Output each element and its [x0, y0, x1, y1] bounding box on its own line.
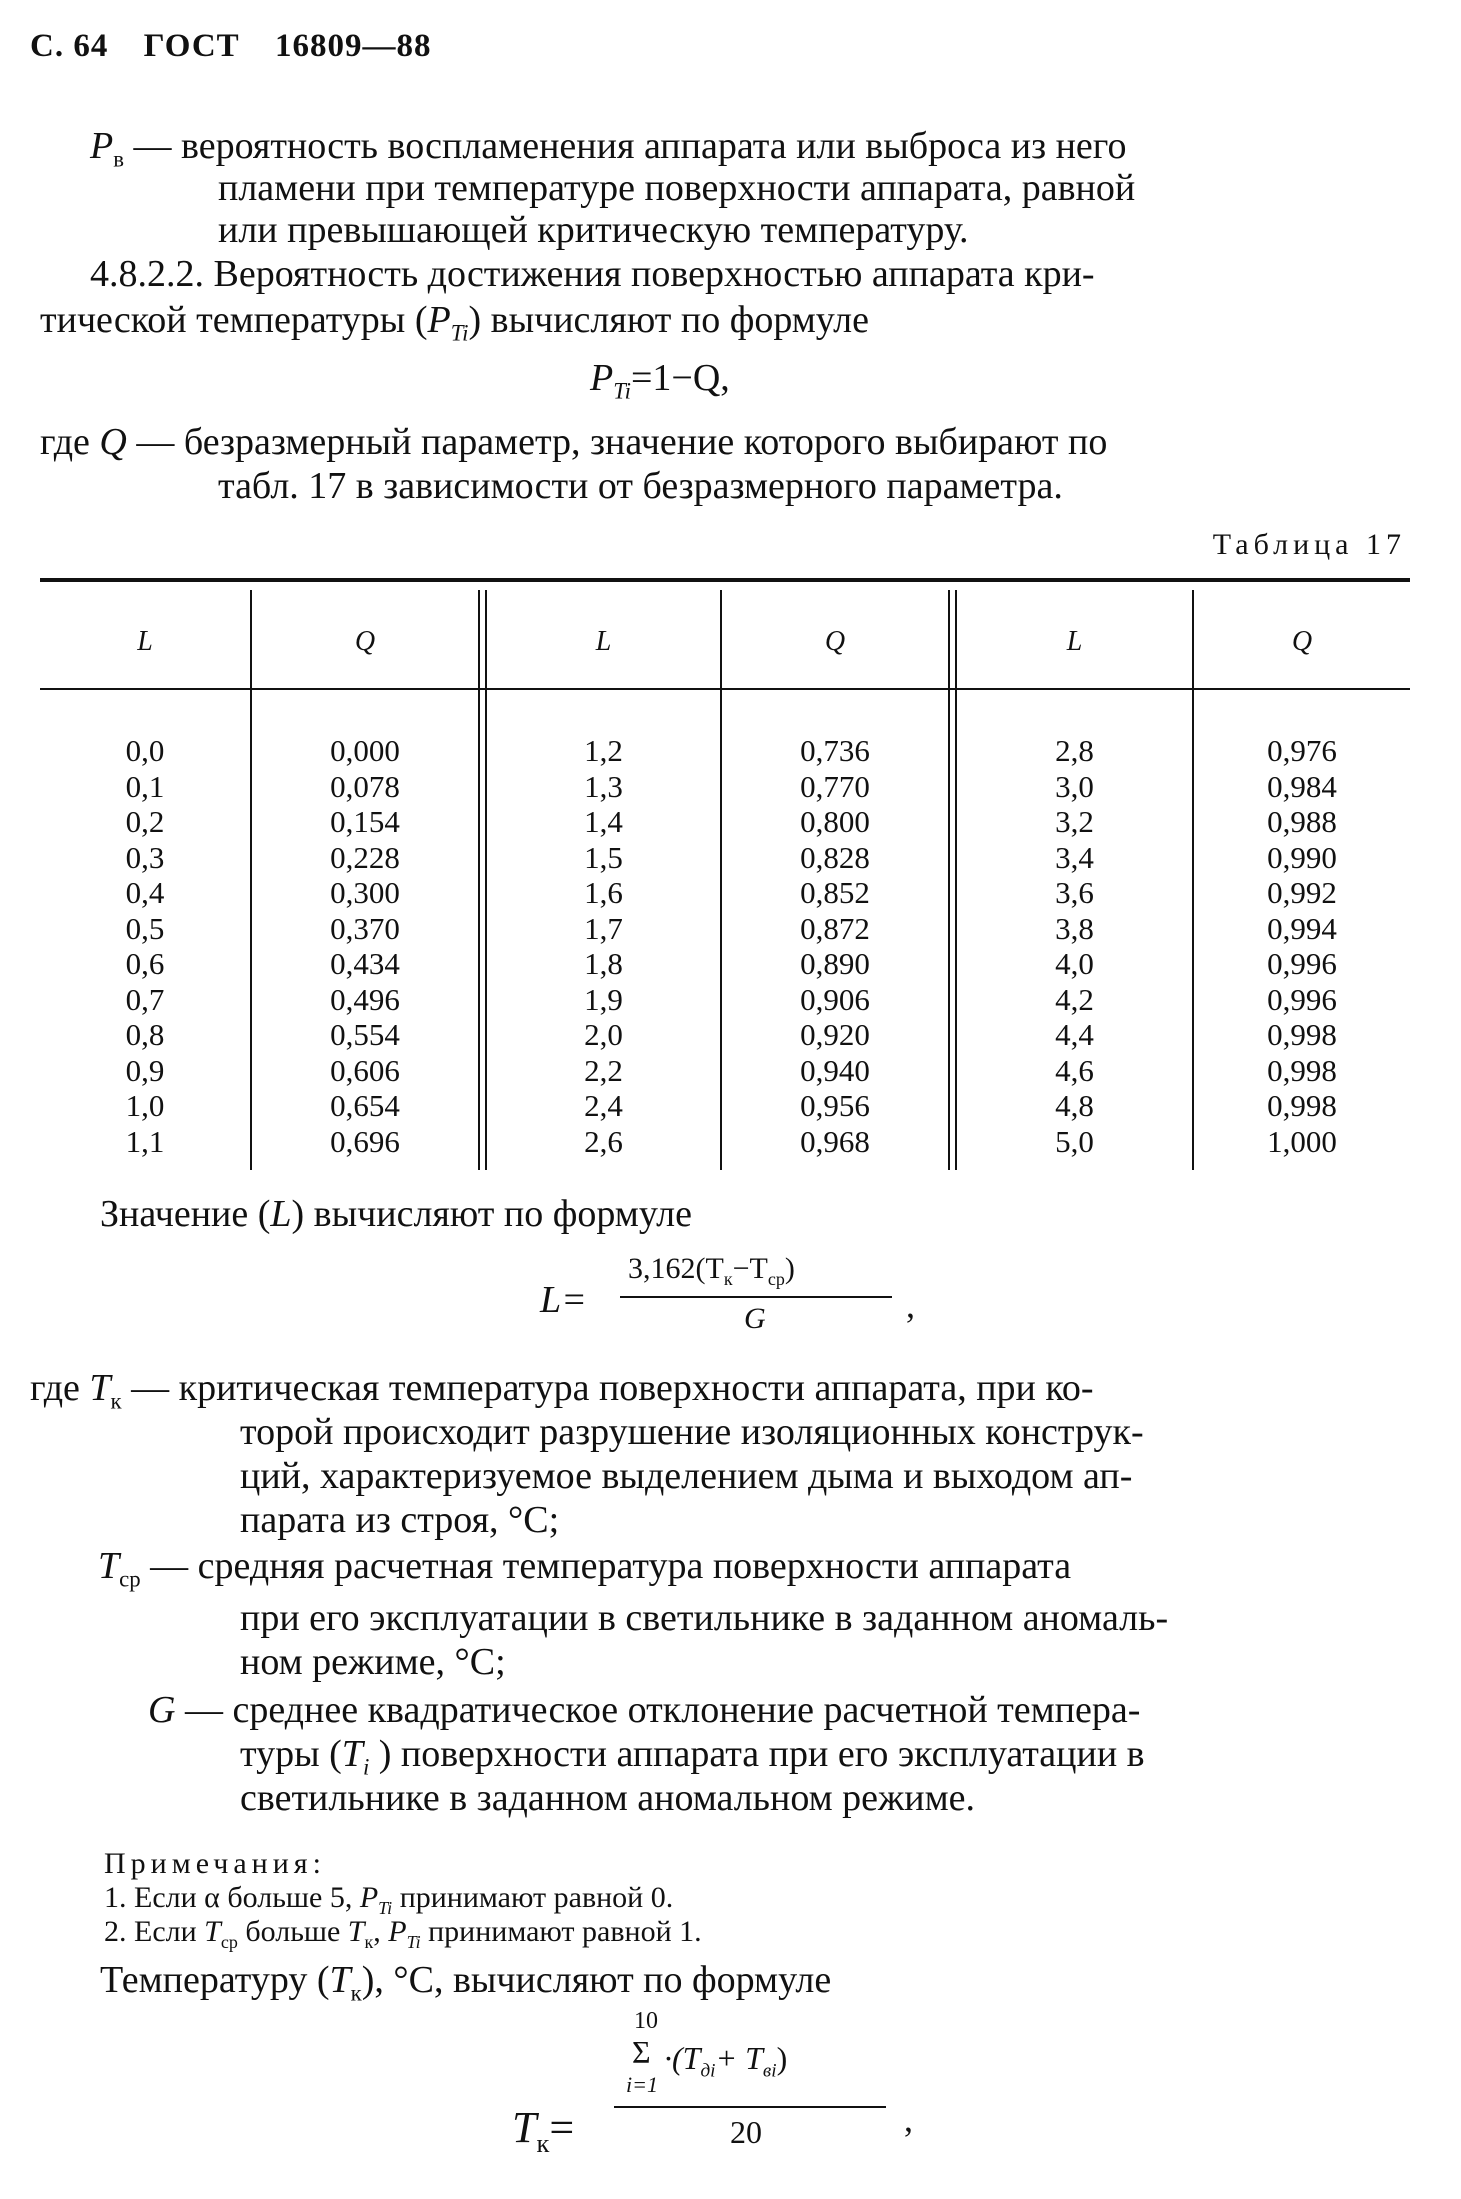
table-cell: 0,8 [125, 1017, 165, 1052]
formula-pti-sub: Ti [613, 378, 631, 404]
formula-tk-body [664, 2040, 787, 2082]
section-line2-text-b: ) вычисляют по формуле [468, 299, 869, 341]
table-cell: 0,968 [800, 1123, 870, 1159]
def-tk-prefix: где [30, 1367, 80, 1409]
formula-l-numerator [628, 1252, 795, 1290]
formula-tk-fraction-bar [614, 2106, 886, 2108]
table-cell: 1,8 [584, 946, 623, 981]
table-cell: 0,228 [330, 839, 400, 875]
def-tcp-text1: — средняя расчетная температура поверхности аппарата [150, 1545, 1072, 1587]
def-tcp-line1 [98, 1544, 1071, 1602]
table-cell: 1,5 [584, 839, 623, 875]
table-cell: 0,554 [330, 1017, 400, 1052]
table-cell: 0,0 [125, 733, 165, 768]
table-cell: 0,736 [800, 733, 870, 768]
formula-l-denominator: G [744, 1302, 766, 1335]
table-cell: 1,0 [125, 1088, 165, 1123]
table-cell: 0,770 [800, 768, 870, 804]
def-tk-line2: торой происходит разрушение изоляционных конструк- [240, 1411, 1144, 1453]
table-cell: 0,000 [330, 733, 400, 768]
table-cell: 0,606 [330, 1052, 400, 1088]
standard-number: 16809—88 [274, 28, 432, 64]
def-g-line2-b: ) поверхности аппарата при его эксплуатации в [369, 1733, 1145, 1775]
table-cell: 0,654 [330, 1088, 400, 1123]
def-pv-line3: или превышающей критическую температуру. [218, 209, 969, 251]
table-cell: 1,3 [584, 768, 623, 804]
def-tcp-line3: ном режиме, °С; [240, 1641, 506, 1683]
table-cell: 0,496 [330, 981, 400, 1017]
table-cell: 1,9 [584, 981, 623, 1017]
table-cell: 0,300 [330, 875, 400, 910]
formula-l-tail: , [906, 1285, 915, 1325]
tk-intro-text-a: Температуру ( [100, 1959, 330, 2001]
table-col-q3 [1194, 733, 1410, 1159]
formula-tk-body-a: ·(T [664, 2040, 701, 2076]
table-cell: 0,872 [800, 910, 870, 946]
page-header [30, 28, 457, 65]
table-cell: 0,434 [330, 946, 400, 981]
table-header-q2: Q [824, 626, 846, 657]
def-pv-symbol: P [90, 125, 114, 167]
def-tcp-symbol: T [98, 1545, 120, 1587]
table-col-l1 [40, 733, 250, 1159]
formula-tk-denominator: 20 [730, 2114, 762, 2150]
def-g-line2-a: туры ( [240, 1733, 342, 1775]
note-2-sub1: ср [220, 1932, 238, 1952]
formula-tk-upper: 10 [634, 2008, 658, 2034]
table-header-rule [40, 688, 1410, 690]
formula-l-lhs: L= [540, 1279, 587, 1321]
table-cell: 2,8 [1055, 733, 1094, 768]
note-2-symbol1: T [204, 1915, 221, 1948]
formula-pti-lhs: P [590, 357, 614, 399]
table-cell: 3,6 [1055, 875, 1094, 910]
table-cell: 1,000 [1267, 1123, 1337, 1159]
section-line2 [40, 298, 869, 356]
def-g-line3: светильнике в заданном аномальном режиме. [240, 1777, 976, 1819]
notes-title: Примечания: [104, 1847, 326, 1880]
def-q-line1 [40, 420, 1107, 464]
def-g-line2-sub: i [362, 1754, 370, 1780]
def-q-symbol: Q [99, 421, 127, 463]
table-cell: 4,0 [1055, 946, 1094, 981]
formula-l-num-a: 3,162(T [628, 1252, 724, 1285]
note-2-text-b: принимают равной 1. [420, 1915, 702, 1948]
table-cell: 0,988 [1267, 804, 1337, 839]
table-divider-4a [948, 590, 950, 1170]
formula-tk-tail: , [904, 2099, 913, 2139]
table-col-l2 [487, 733, 720, 1159]
table-header-q3: Q [1291, 626, 1313, 657]
section-line1: 4.8.2.2. Вероятность достижения поверхностью аппарата кри- [90, 253, 1095, 295]
formula-pti-rhs: =1−Q, [630, 357, 730, 399]
note-2-sub3: Ti [406, 1932, 421, 1952]
def-g-text1: — среднее квадратическое отклонение расчетной темпера- [184, 1689, 1141, 1731]
table-header-q1: Q [354, 626, 376, 657]
formula-tk-body-b: ) [776, 2040, 788, 2076]
note-1-text-b: принимают равной 0. [392, 1881, 674, 1914]
tk-intro [100, 1958, 831, 2016]
def-tk-text1: — критическая температура поверхности аппарата, при ко- [131, 1367, 1094, 1409]
def-tk-symbol: T [89, 1367, 111, 1409]
table-divider-2a [478, 590, 480, 1170]
table-cell: 0,370 [330, 910, 400, 946]
table-cell: 0,906 [800, 981, 870, 1017]
table-cell: 0,956 [800, 1088, 870, 1123]
table-cell: 0,078 [330, 768, 400, 804]
section-symbol: P [427, 299, 451, 341]
formula-l-num-sub1: к [723, 1269, 733, 1289]
l-intro [100, 1192, 692, 1236]
table-cell: 0,1 [125, 768, 165, 804]
table-cell: 2,4 [584, 1088, 623, 1123]
table-cell: 1,7 [584, 910, 623, 946]
table-cell: 2,6 [584, 1123, 623, 1159]
def-tk-subscript: к [110, 1388, 122, 1414]
table-cell: 0,994 [1267, 910, 1337, 946]
formula-tk-lhs-sub: к [536, 2127, 550, 2158]
note-2-text-mid: больше [237, 1915, 348, 1948]
tk-intro-sub: к [350, 1980, 362, 2006]
def-tk-line4: парата из строя, °С; [240, 1499, 560, 1541]
table-header-l3: L [1066, 626, 1083, 657]
table-cell: 0,6 [125, 946, 165, 981]
formula-tk-eq: = [549, 2103, 575, 2152]
table-cell: 4,4 [1055, 1017, 1094, 1052]
table-header-l2: L [595, 626, 612, 657]
note-2-sub2: к [364, 1932, 374, 1952]
l-intro-text-a: Значение ( [100, 1193, 271, 1235]
note-2-symbol2: T [347, 1915, 365, 1948]
table-cell: 0,890 [800, 946, 870, 981]
def-tcp-line2: при его эксплуатации в светильнике в заданном аномаль- [240, 1597, 1169, 1639]
table-cell: 0,2 [125, 804, 165, 839]
table-cell: 0,940 [800, 1052, 870, 1088]
table-cell: 0,998 [1267, 1017, 1337, 1052]
def-tk-line3: ций, характеризуемое выделением дыма и выходом ап- [240, 1455, 1133, 1497]
page-number: С. 64 [30, 28, 109, 64]
def-pv-subscript: в [113, 146, 124, 172]
def-q-line2: табл. 17 в зависимости от безразмерного параметра. [218, 465, 1063, 507]
table-cell: 0,998 [1267, 1088, 1337, 1123]
table-cell: 1,6 [584, 875, 623, 910]
note-1-sub: Ti [378, 1898, 393, 1918]
formula-tk-lhs [512, 2102, 574, 2159]
table-cell: 3,2 [1055, 804, 1094, 839]
table-top-rule [40, 578, 1410, 582]
table-cell: 1,2 [584, 733, 623, 768]
table-cell: 0,4 [125, 875, 165, 910]
table-cell: 0,990 [1267, 839, 1337, 875]
table-cell: 0,984 [1267, 768, 1337, 804]
table-cell: 4,6 [1055, 1052, 1094, 1088]
table-cell: 3,0 [1055, 768, 1094, 804]
tk-intro-symbol: T [329, 1959, 351, 2001]
note-2-text-c: , [373, 1915, 389, 1948]
def-g-symbol: G [148, 1689, 176, 1731]
table-cell: 2,0 [584, 1017, 623, 1052]
table-cell: 0,976 [1267, 733, 1337, 768]
table-cell: 2,2 [584, 1052, 623, 1088]
def-pv-line2: пламени при температуре поверхности аппарата, равной [218, 167, 1136, 209]
note-1-symbol: P [359, 1881, 379, 1914]
section-subscript: Ti [450, 320, 469, 346]
standard-name: ГОСТ [143, 28, 240, 64]
table-cell: 4,8 [1055, 1088, 1094, 1123]
table-cell: 0,3 [125, 839, 165, 875]
table-cell: 3,4 [1055, 839, 1094, 875]
l-intro-text-b: ) вычисляют по формуле [291, 1193, 692, 1235]
tk-intro-text-b: ), °С, вычисляют по формуле [361, 1959, 832, 2001]
table-cell: 1,4 [584, 804, 623, 839]
formula-tk-body-plus: + T [715, 2040, 763, 2076]
table-cell: 0,828 [800, 839, 870, 875]
formula-tk-lower: i=1 [626, 2072, 658, 2097]
table-cell: 0,800 [800, 804, 870, 839]
table-cell: 0,998 [1267, 1052, 1337, 1088]
table-cell: 0,920 [800, 1017, 870, 1052]
table-header-l1: L [137, 626, 153, 657]
table-cell: 0,9 [125, 1052, 165, 1088]
table-col-q2 [722, 733, 948, 1159]
table-cell: 0,852 [800, 875, 870, 910]
formula-tk-sigma: Σ [632, 2034, 651, 2070]
table-cell: 0,154 [330, 804, 400, 839]
note-2-symbol3: P [388, 1915, 407, 1948]
formula-pti [590, 356, 730, 414]
formula-tk-lhs-symbol: T [512, 2103, 537, 2152]
def-g-line2-symbol: T [341, 1733, 363, 1775]
note-2 [104, 1914, 702, 1960]
table-cell: 0,992 [1267, 875, 1337, 910]
table-cell: 0,996 [1267, 981, 1337, 1017]
formula-tk-body-sub1: дi [700, 2060, 716, 2082]
formula-l-num-sub2: ср [767, 1269, 785, 1289]
l-intro-symbol: L [270, 1193, 292, 1235]
section-line2-text-a: тической температуры ( [40, 299, 428, 341]
table-cell: 0,7 [125, 981, 165, 1017]
formula-tk-body-sub2: вi [762, 2060, 777, 2082]
formula-l-fraction-bar [620, 1296, 892, 1298]
def-tcp-subscript: ср [119, 1566, 141, 1592]
table-col-q1 [252, 733, 478, 1159]
def-q-text1: — безразмерный параметр, значение которого выбирают по [136, 421, 1108, 463]
formula-l-num-end: ) [784, 1252, 795, 1285]
table-cell: 1,1 [125, 1123, 165, 1159]
note-1-text-a: 1. Если α больше 5, [104, 1881, 360, 1914]
def-g-line1 [148, 1688, 1140, 1732]
table-col-l3 [957, 733, 1192, 1159]
table-cell: 5,0 [1055, 1123, 1094, 1159]
table-cell: 0,5 [125, 910, 165, 946]
table-cell: 4,2 [1055, 981, 1094, 1017]
note-2-text-a: 2. Если [104, 1915, 205, 1948]
table-caption: Таблица 17 [1212, 528, 1406, 561]
table-cell: 3,8 [1055, 910, 1094, 946]
table-cell: 0,996 [1267, 946, 1337, 981]
formula-l-num-mid: −T [732, 1252, 768, 1285]
def-q-prefix: где [40, 421, 90, 463]
def-pv-text1: — вероятность воспламенения аппарата или выброса из него [133, 125, 1127, 167]
table-cell: 0,696 [330, 1123, 400, 1159]
